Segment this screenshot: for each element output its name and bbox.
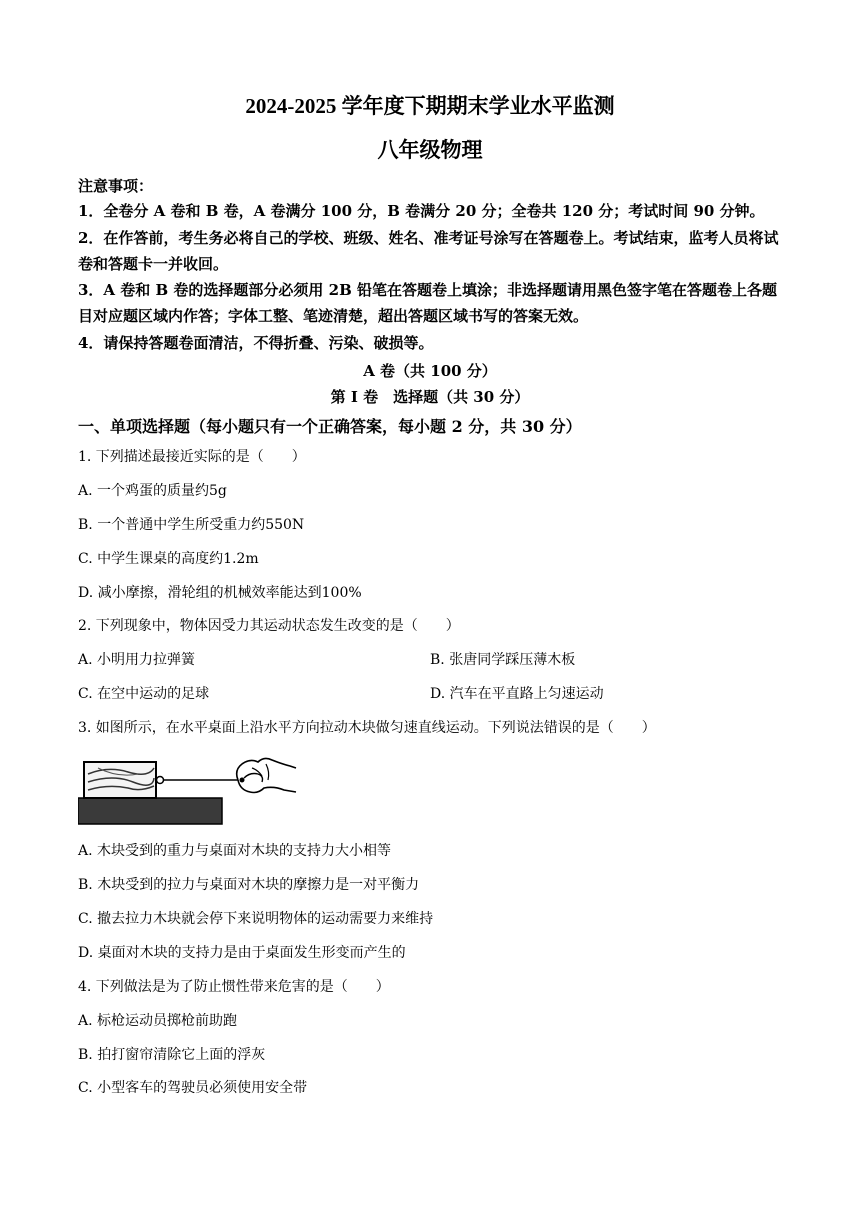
question-stem: 1. 下列描述最接近实际的是（ ） xyxy=(78,449,306,465)
exam-subject: 八年级物理 xyxy=(377,138,483,162)
question-option: C. 在空中运动的足球 xyxy=(78,686,210,702)
note-item: 1．全卷分 A 卷和 B 卷，A 卷满分 100 分，B 卷满分 20 分；全卷共 120 分；考试时间 90 分钟。 xyxy=(78,202,765,220)
question-option: D. 减小摩擦，滑轮组的机械效率能达到100% xyxy=(78,585,362,601)
question-option: D. 汽车在平直路上匀速运动 xyxy=(430,686,604,702)
question-stem: 3. 如图所示，在水平桌面上沿水平方向拉动木块做匀速直线运动。下列说法错误的是（ ） xyxy=(78,720,656,736)
part-1-heading: 第 Ⅰ 卷 选择题（共 30 分） xyxy=(330,388,530,406)
question-option: D. 桌面对木块的支持力是由于桌面发生形变而产生的 xyxy=(78,945,406,961)
question-option: B. 拍打窗帘清除它上面的浮灰 xyxy=(78,1047,266,1063)
question-option: B. 一个普通中学生所受重力约550N xyxy=(78,517,305,533)
note-item: 4．请保持答题卷面清洁，不得折叠、污染、破损等。 xyxy=(78,334,434,352)
question-stem: 2. 下列现象中，物体因受力其运动状态发生改变的是（ ） xyxy=(78,618,460,634)
exam-title: 2024-2025 学年度下期期末学业水平监测 xyxy=(245,94,615,118)
section-a-heading: A 卷（共 100 分） xyxy=(363,362,497,380)
note-item: 2．在作答前，考生务必将自己的学校、班级、姓名、准考证号涂写在答题卷上。考试结束，监考人员将试卷和答题卡一并收回。 xyxy=(78,229,779,273)
question-stem: 4. 下列做法是为了防止惯性带来危害的是（ ） xyxy=(78,979,390,995)
question-option: A. 木块受到的重力与桌面对木块的支持力大小相等 xyxy=(78,843,392,859)
question-option: C. 中学生课桌的高度约1.2m xyxy=(78,551,259,567)
notes-heading: 注意事项： xyxy=(78,177,154,195)
question-option: C. 小型客车的驾驶员必须使用安全带 xyxy=(78,1080,308,1096)
question-option: B. 张唐同学踩压薄木板 xyxy=(430,652,576,668)
question-option: A. 小明用力拉弹簧 xyxy=(78,652,196,668)
question-option: A. 一个鸡蛋的质量约5g xyxy=(78,483,227,499)
note-item: 3．A 卷和 B 卷的选择题部分必须用 2B 铅笔在答题卷上填涂；非选择题请用黑色签字笔在答题卷上各题目对应题区域内作答；字体工整、笔迹清楚，超出答题区域书写的答案无效。 xyxy=(78,281,777,325)
question-option: A. 标枪运动员掷枪前助跑 xyxy=(78,1013,238,1029)
section-1-heading: 一、单项选择题（每小题只有一个正确答案，每小题 2 分，共 30 分） xyxy=(78,417,582,436)
question-option: C. 撤去拉力木块就会停下来说明物体的运动需要力来维持 xyxy=(78,911,434,927)
block-pull-figure xyxy=(78,748,298,828)
question-option: B. 木块受到的拉力与桌面对木块的摩擦力是一对平衡力 xyxy=(78,877,420,893)
